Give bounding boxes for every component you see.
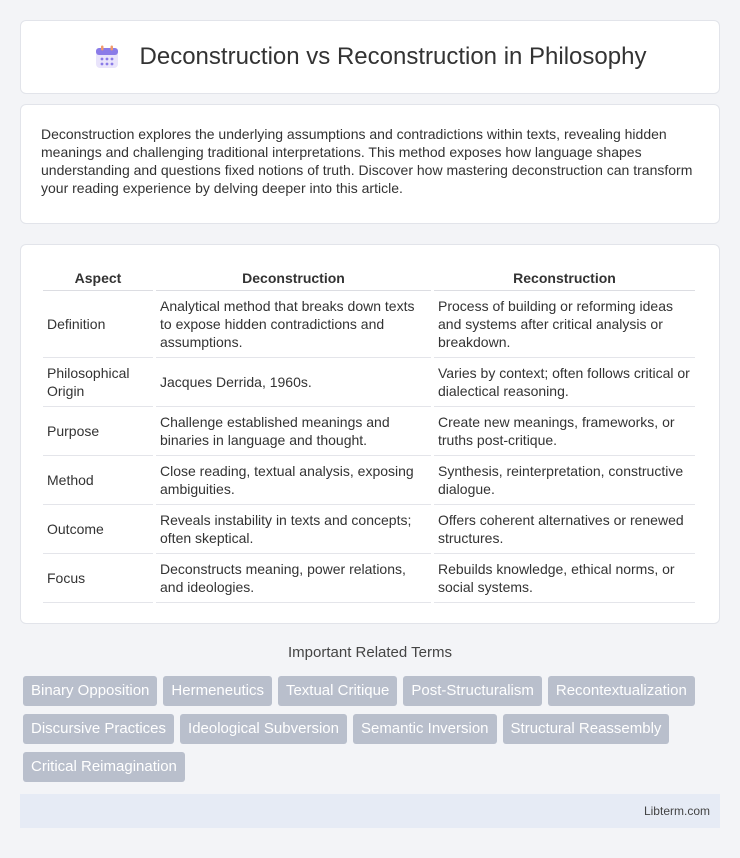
related-term-tag[interactable]: Semantic Inversion xyxy=(353,714,497,744)
related-terms-title: Important Related Terms xyxy=(288,644,452,661)
row-aspect: Method xyxy=(43,456,153,505)
footer xyxy=(20,794,720,828)
related-term-tag[interactable]: Textual Critique xyxy=(278,676,397,706)
page-header xyxy=(20,20,720,94)
table-row xyxy=(43,407,695,456)
row-aspect: Focus xyxy=(43,554,153,603)
footer-site-link[interactable]: Libterm.com xyxy=(643,804,710,818)
row-reconstruction: Varies by context; often follows critical or dialectical reasoning. xyxy=(434,358,695,407)
related-term-tag[interactable]: Recontextualization xyxy=(548,676,695,706)
related-term-tag[interactable]: Post-Structuralism xyxy=(403,676,542,706)
row-aspect: Definition xyxy=(43,291,153,358)
row-deconstruction: Analytical method that breaks down texts to expose hidden contradictions and assumptions. xyxy=(156,291,431,358)
calendar-icon xyxy=(94,44,120,70)
page-title: Deconstruction vs Reconstruction in Philosophy xyxy=(139,43,647,70)
table-row xyxy=(43,554,695,603)
row-aspect: Outcome xyxy=(43,505,153,554)
row-reconstruction: Synthesis, reinterpretation, constructive dialogue. xyxy=(434,456,695,505)
row-deconstruction: Reveals instability in texts and concepts; often skeptical. xyxy=(156,505,431,554)
row-reconstruction: Create new meanings, frameworks, or truths post-critique. xyxy=(434,407,695,456)
comparison-card xyxy=(20,244,720,624)
intro-card xyxy=(20,104,720,224)
related-term-tag[interactable]: Binary Opposition xyxy=(23,676,157,706)
intro-text: Deconstruction explores the underlying assumptions and contradictions within texts, revealing hidden meanings and challenging traditional interpretations. This method exposes how language shapes understanding and questions fixed notions of truth. Discover how mastering deconstruction can transform your reading experience by delving deeper into this article. xyxy=(41,126,693,196)
row-reconstruction: Process of building or reforming ideas and systems after critical analysis or breakdown. xyxy=(434,291,695,358)
table-row xyxy=(43,358,695,407)
header-aspect: Aspect xyxy=(43,265,153,291)
related-terms-list xyxy=(23,676,723,790)
header-deconstruction: Deconstruction xyxy=(156,265,431,291)
row-reconstruction: Rebuilds knowledge, ethical norms, or social systems. xyxy=(434,554,695,603)
row-deconstruction: Challenge established meanings and binaries in language and thought. xyxy=(156,407,431,456)
table-row xyxy=(43,456,695,505)
table-row xyxy=(43,505,695,554)
related-term-tag[interactable]: Critical Reimagination xyxy=(23,752,185,782)
header-reconstruction: Reconstruction xyxy=(434,265,695,291)
table-header-row xyxy=(43,265,695,291)
row-reconstruction: Offers coherent alternatives or renewed structures. xyxy=(434,505,695,554)
comparison-table xyxy=(40,265,698,603)
row-aspect: Philosophical Origin xyxy=(43,358,153,407)
related-term-tag[interactable]: Structural Reassembly xyxy=(503,714,670,744)
related-term-tag[interactable]: Ideological Subversion xyxy=(180,714,347,744)
table-row xyxy=(43,291,695,358)
row-deconstruction: Jacques Derrida, 1960s. xyxy=(156,358,431,407)
row-aspect: Purpose xyxy=(43,407,153,456)
row-deconstruction: Deconstructs meaning, power relations, and ideologies. xyxy=(156,554,431,603)
row-deconstruction: Close reading, textual analysis, exposing ambiguities. xyxy=(156,456,431,505)
related-term-tag[interactable]: Hermeneutics xyxy=(163,676,272,706)
related-term-tag[interactable]: Discursive Practices xyxy=(23,714,174,744)
